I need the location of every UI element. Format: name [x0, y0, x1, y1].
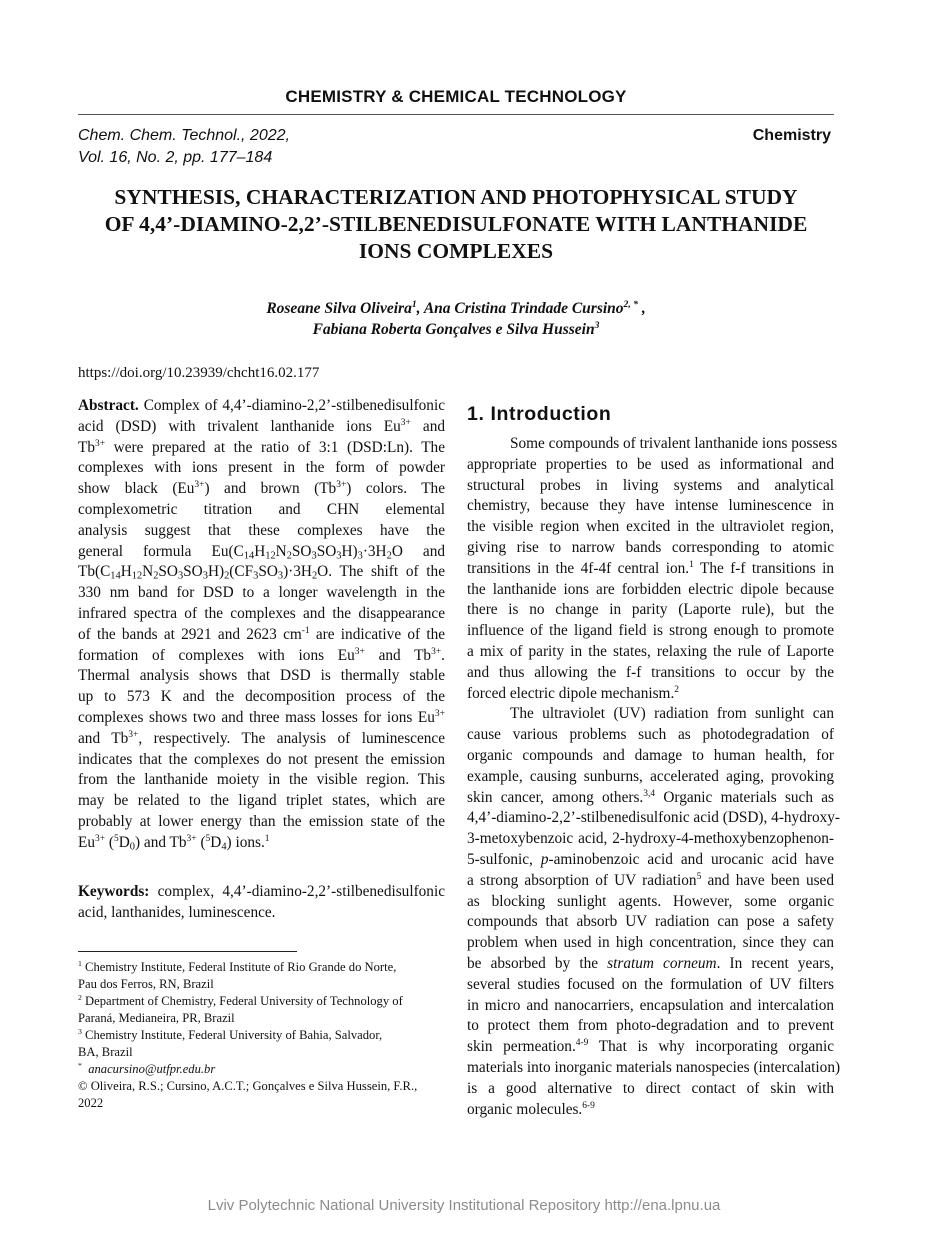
text: be absorbed by the — [467, 954, 608, 972]
intro-line: 3-metoxybenzoic acid, 2-hydroxy-4-methoxybenzophenon- — [467, 830, 834, 848]
charge: 3+ — [95, 833, 106, 844]
text: organic molecules. — [467, 1100, 583, 1118]
text: )·3H — [283, 563, 312, 581]
text: Department of Chemistry, Federal University of Technology of — [81, 994, 403, 1008]
text: ) and Tb — [135, 833, 187, 851]
citation-line-2: Vol. 16, No. 2, pp. 177–184 — [78, 148, 273, 166]
text: 5-sulfonic, — [467, 850, 541, 868]
text: Chemistry Institute, Federal Institute of Rio Grande do Norte, — [81, 960, 397, 974]
text: Tb(C — [78, 563, 111, 581]
text: ( — [196, 833, 206, 851]
abstract-line — [78, 438, 445, 459]
footnote-line — [78, 993, 445, 1010]
authors-line-1 — [78, 298, 834, 319]
subscript: 3 — [202, 570, 208, 582]
charge: 3+ — [431, 646, 442, 657]
citation — [78, 125, 290, 168]
intro-line — [467, 954, 834, 975]
intro-line — [467, 1100, 834, 1121]
keywords-line: acid, lanthanides, luminescence. — [78, 903, 276, 921]
footnotes — [78, 959, 445, 1112]
separator: , — [637, 300, 646, 317]
footnote-marker: 1 — [78, 958, 82, 968]
repository-footer: Lviv Polytechnic National University Institutional Repository http://ena.lpnu.ua — [207, 1197, 721, 1214]
text: are indicative of the — [309, 625, 446, 643]
text: ) and brown (Tb — [204, 480, 337, 498]
intro-line: there is no change in parity (Laporte rule), but the — [467, 601, 834, 619]
section-tag: Chemistry — [752, 127, 831, 144]
text: ( — [105, 833, 114, 851]
text: H — [254, 542, 266, 560]
subscript: 4 — [221, 841, 227, 853]
keywords-line — [78, 882, 445, 903]
text: skin cancer, among others. — [467, 788, 644, 806]
abstract-line: 330 nm band for DSD to a longer wavelength in the — [78, 584, 445, 602]
intro-line: The ultraviolet (UV) radiation from sunlight can — [510, 705, 834, 723]
intro-line: and thus allowing the f-f transitions to occur by the — [467, 663, 834, 681]
subscript: 12 — [265, 550, 276, 562]
abstract-line — [78, 833, 445, 854]
doi-link[interactable]: https://doi.org/10.23939/chcht16.02.177 — [78, 365, 320, 381]
intro-line: 4,4’-diamino-2,2’-stilbenedisulfonic acid (DSD), 4-hydroxy- — [467, 809, 840, 827]
charge: 3+ — [336, 480, 347, 491]
footnote-line: BA, Brazil — [78, 1045, 133, 1059]
footnote-line: 2022 — [78, 1096, 104, 1110]
citation-ref: 2 — [674, 684, 679, 695]
subscript: 2 — [286, 550, 292, 562]
footnote-line: © Oliveira, R.S.; Cursino, A.C.T.; Gonçalves e Silva Hussein, F.R., — [78, 1079, 418, 1093]
text: skin permeation. — [467, 1038, 576, 1056]
citation-ref: 1 — [264, 833, 270, 844]
charge: 3+ — [128, 729, 139, 740]
intro-line — [467, 788, 834, 809]
affiliation-marker: 2, * — [623, 298, 638, 310]
intro-line: problem when used in high concentration, since they can — [467, 934, 834, 952]
author-name: Roseane Silva Oliveira — [266, 300, 412, 317]
text: That is why incorporating organic — [588, 1038, 834, 1056]
intro-line: structural probes in living systems and analytical — [467, 476, 834, 494]
footnote-line — [78, 959, 445, 976]
intro-line — [467, 559, 834, 580]
subscript: 2 — [386, 550, 392, 562]
subscript: 3 — [336, 550, 342, 562]
intro-line — [467, 871, 834, 892]
text: H — [120, 563, 132, 581]
superscript: 5 — [205, 833, 211, 844]
keywords — [78, 882, 445, 924]
text: and have been used — [701, 871, 834, 889]
subscript: 14 — [110, 570, 121, 582]
text: Organic materials such as — [655, 788, 834, 806]
text: Complex of 4,4’-diamino-2,2’-stilbenedisulfonic — [138, 397, 445, 414]
abstract-line — [78, 708, 445, 729]
intro-line: compounds that absorb UV radiation can pose a safety — [467, 913, 834, 931]
title-line: IONS COMPLEXES — [358, 239, 554, 263]
affiliation-marker: 1 — [411, 298, 417, 310]
intro-line: cause various problems such as photodegradation of — [467, 726, 834, 744]
text: O. The shift of the — [317, 563, 445, 581]
subscript: 3 — [311, 550, 317, 562]
abstract-line — [78, 625, 445, 646]
text: ·3H — [362, 542, 387, 560]
text: D — [118, 833, 130, 851]
abstract-line: complexes with ions present in the form of powder — [78, 459, 445, 477]
footnote-line: Pau dos Ferros, RN, Brazil — [78, 977, 214, 991]
abstract-line — [78, 396, 445, 417]
text: forced electric dipole mechanism. — [467, 684, 675, 702]
intro-line — [467, 684, 834, 705]
footnote-marker: 2 — [78, 992, 82, 1002]
text: SO — [183, 563, 203, 581]
affiliation-marker: 3 — [594, 319, 600, 331]
text: complexes shows two and three mass losses for ions Eu — [78, 708, 435, 726]
intro-line — [467, 850, 834, 871]
intro-line: as blocking sunlight agents. However, some organic — [467, 892, 834, 910]
abstract-line — [78, 729, 445, 750]
text: (CF — [229, 563, 254, 581]
text: The f-f transitions in — [693, 559, 834, 577]
footnote-line: Paraná, Medianeira, PR, Brazil — [78, 1011, 235, 1025]
text: . In recent years, — [716, 954, 834, 972]
subscript: 14 — [243, 550, 255, 562]
subscript: 0 — [129, 841, 135, 853]
subscript: 2 — [153, 570, 159, 582]
text: SO — [316, 542, 337, 560]
text: show black (Eu — [78, 480, 195, 498]
text: formation of complexes with ions Eu — [78, 646, 355, 664]
subscript: 3 — [277, 570, 284, 582]
text: ) ions. — [226, 833, 265, 851]
author-name: Ana Cristina Trindade Cursino — [423, 300, 624, 317]
intro-line — [467, 1037, 834, 1058]
intro-line: chemistry, because they have intense luminescence in — [467, 497, 834, 515]
section-heading: 1. Introduction — [467, 403, 612, 425]
subscript: 2 — [224, 570, 230, 582]
intro-line: to protect them from photo-degradation and to prevent — [467, 1017, 834, 1035]
footnote-line — [78, 1027, 445, 1044]
abstract-line: indicates that the complexes do not present the emission — [78, 750, 445, 768]
abstract-line — [78, 542, 445, 563]
title-line: OF 4,4’-DIAMINO-2,2’-STILBENEDISULFONATE WITH LANTHANIDE — [104, 212, 808, 236]
text: -aminobenzoic acid and urocanic acid have — [548, 850, 834, 868]
subscript: 3 — [357, 550, 363, 562]
charge: 3+ — [95, 438, 106, 449]
footnote-divider — [78, 951, 297, 952]
charge: 3+ — [354, 646, 365, 657]
charge: 3+ — [434, 708, 445, 719]
abstract-line: Thermal analysis shows that DSD is thermally stable — [78, 667, 445, 685]
abstract-line — [78, 562, 445, 583]
text: SO — [158, 563, 178, 581]
text: H) — [341, 542, 358, 560]
author-list — [78, 298, 834, 340]
abstract-line: analysis suggest that these complexes have the — [78, 521, 445, 539]
abstract — [78, 396, 445, 854]
abstract-line — [78, 646, 445, 667]
citation-ref: 3,4 — [643, 788, 656, 799]
subscript: 2 — [311, 570, 318, 582]
text: SO — [291, 542, 312, 560]
text: complex, 4,4’-diamino-2,2’-stilbenedisulfonic — [149, 883, 445, 900]
intro-line: organic compounds and damage to human health, for — [467, 746, 834, 764]
abstract-line: from the lanthanide moiety in the visible region. This — [78, 771, 445, 789]
subscript: 3 — [253, 570, 259, 582]
paper-title — [78, 184, 834, 265]
text: . — [441, 646, 445, 664]
abstract-line — [78, 417, 445, 438]
text: D — [210, 833, 222, 851]
citation-ref: 4-9 — [575, 1037, 589, 1048]
abstract-line: infrared spectra of the complexes and the disappearance — [78, 604, 445, 622]
italic-text: stratum corneum — [607, 954, 717, 972]
citation-ref: 5 — [696, 871, 702, 882]
text: , respectively. The analysis of luminescence — [138, 729, 445, 747]
text: were prepared at the ratio of 3:1 (DSD:Ln). The — [105, 438, 445, 456]
charge: 3+ — [194, 480, 205, 491]
superscript: 5 — [114, 833, 119, 844]
intro-line: appropriate properties to be used as informational and — [467, 455, 834, 473]
footnote-line — [78, 1061, 445, 1078]
header-divider — [78, 114, 834, 115]
intro-line: a mix of parity in the states, relaxing the rule of Laporte — [467, 642, 834, 660]
text: SO — [258, 563, 278, 581]
text: O and — [391, 542, 445, 560]
text: transitions in the 4f-4f central ion. — [467, 559, 690, 577]
text: and Tb — [78, 729, 129, 747]
exponent: -1 — [301, 625, 310, 636]
intro-line: Some compounds of trivalent lanthanide ions possess — [510, 435, 838, 452]
intro-line: several studies focused on the formulation of UV filters — [467, 975, 834, 993]
text: ) colors. The — [346, 480, 445, 498]
journal-title: CHEMISTRY & CHEMICAL TECHNOLOGY — [285, 87, 627, 106]
subscript: 12 — [131, 570, 143, 582]
text: a strong absorption of UV radiation — [467, 871, 697, 889]
intro-line: in micro and nanocarriers, encapsulation and intercalation — [467, 996, 834, 1014]
citation-line-1: Chem. Chem. Technol., 2022, — [78, 127, 290, 144]
intro-line: the lanthanide ions are forbidden electric dipole because — [467, 580, 834, 598]
charge: 3+ — [186, 833, 197, 844]
abstract-label: Abstract. — [78, 397, 139, 414]
text: of the bands at 2921 and 2623 cm — [78, 625, 302, 643]
text: N — [275, 542, 287, 560]
text: general formula Eu(C — [78, 542, 244, 560]
charge: 3+ — [400, 417, 411, 428]
separator: , — [416, 300, 424, 317]
subscript: 3 — [177, 570, 184, 582]
abstract-line: may be related to the ligand triplet states, which are — [78, 792, 445, 810]
text: N — [142, 563, 154, 581]
text: Tb — [78, 438, 95, 456]
text: acid (DSD) with trivalent lanthanide ions Eu — [78, 417, 401, 435]
corresponding-email[interactable]: anacursino@utfpr.edu.br — [88, 1062, 216, 1076]
footnote-marker: 3 — [78, 1026, 82, 1036]
abstract-line: up to 573 K and the decomposition process of the — [78, 688, 445, 706]
author-name: Fabiana Roberta Gonçalves e Silva Hussein — [312, 321, 595, 338]
abstract-line: complexometric titration and CHN elemental — [78, 500, 445, 518]
text: H) — [207, 563, 225, 581]
intro-line: materials into inorganic materials nanospecies (intercalation) — [467, 1058, 841, 1076]
footnote-marker: * — [78, 1060, 82, 1070]
introduction — [467, 401, 841, 1120]
intro-line: the visible region when excited in the ultraviolet region, — [467, 518, 834, 536]
text: Chemistry Institute, Federal University of Bahia, Salvador, — [81, 1028, 383, 1042]
text: and Tb — [364, 646, 432, 664]
authors-line-2 — [78, 319, 834, 340]
intro-line: example, causing sunburns, accelerated aging, provoking — [467, 767, 834, 785]
text: and — [410, 417, 445, 435]
title-line: SYNTHESIS, CHARACTERIZATION AND PHOTOPHYSICAL STUDY — [114, 185, 798, 209]
text: Eu — [78, 833, 95, 851]
abstract-line: probably at lower energy than the emission state of the — [78, 812, 445, 830]
keywords-label: Keywords: — [78, 883, 150, 900]
abstract-line — [78, 479, 445, 500]
intro-line: influence of the ligand field is strong enough to promote — [467, 622, 834, 640]
italic-text: p — [540, 850, 549, 868]
citation-ref: 6-9 — [582, 1100, 595, 1111]
citation-ref: 1 — [689, 559, 694, 570]
intro-line: giving rise to narrow bands corresponding to atomic — [467, 538, 834, 556]
intro-line: is a good alternative to direct contact of skin with — [467, 1079, 834, 1097]
